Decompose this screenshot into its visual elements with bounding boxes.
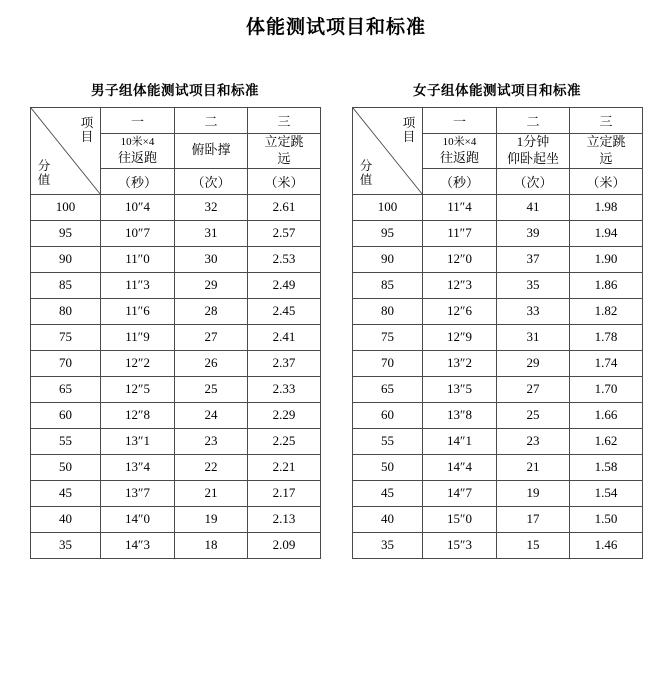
row-value-1: 12″8: [101, 402, 175, 428]
row-value-2: 29: [175, 272, 248, 298]
row-value-1: 12″0: [423, 246, 497, 272]
corner-cell: [353, 108, 423, 195]
row-value-2: 37: [497, 246, 570, 272]
row-value-2: 39: [497, 220, 570, 246]
column-name-1-line1: 10米×4: [120, 136, 155, 149]
table-row: [353, 532, 643, 558]
row-value-2: 22: [175, 454, 248, 480]
row-value-1: 13″8: [423, 402, 497, 428]
table-row: [353, 376, 643, 402]
column-unit-1: （秒）: [101, 168, 175, 194]
table-row: [353, 272, 643, 298]
row-value-3: 1.78: [570, 324, 643, 350]
column-number-2: 二: [175, 108, 248, 134]
row-value-1: 11″3: [101, 272, 175, 298]
table-header-row-number: [353, 108, 643, 134]
row-score: 60: [31, 402, 101, 428]
column-unit-1: （秒）: [423, 168, 497, 194]
row-score: 35: [353, 532, 423, 558]
table-row: [353, 428, 643, 454]
row-value-2: 19: [497, 480, 570, 506]
column-number-1: 一: [423, 108, 497, 134]
row-value-3: 2.33: [248, 376, 321, 402]
column-name-2: [175, 134, 248, 169]
row-value-2: 31: [175, 220, 248, 246]
row-value-1: 11″4: [423, 194, 497, 220]
row-value-3: 1.58: [570, 454, 643, 480]
corner-cell: [31, 108, 101, 195]
row-score: 45: [353, 480, 423, 506]
row-value-2: 19: [175, 506, 248, 532]
table-row: [31, 272, 321, 298]
row-value-2: 29: [497, 350, 570, 376]
row-score: 90: [353, 246, 423, 272]
row-score: 50: [353, 454, 423, 480]
table-row: [353, 402, 643, 428]
table-row: [353, 298, 643, 324]
table-row: [353, 350, 643, 376]
row-value-3: 2.61: [248, 194, 321, 220]
row-value-1: 10″7: [101, 220, 175, 246]
row-value-2: 23: [497, 428, 570, 454]
row-score: 65: [353, 376, 423, 402]
row-value-3: 2.41: [248, 324, 321, 350]
row-value-1: 11″9: [101, 324, 175, 350]
row-value-1: 11″6: [101, 298, 175, 324]
row-value-3: 1.70: [570, 376, 643, 402]
row-value-1: 13″1: [101, 428, 175, 454]
row-value-3: 1.82: [570, 298, 643, 324]
row-value-1: 10″4: [101, 194, 175, 220]
row-value-3: 2.09: [248, 532, 321, 558]
row-value-3: 2.25: [248, 428, 321, 454]
row-value-2: 27: [175, 324, 248, 350]
male-table-caption: 男子组体能测试项目和标准: [91, 83, 259, 98]
table-row: [31, 506, 321, 532]
page-title: 体能测试项目和标准: [245, 17, 426, 38]
row-value-1: 14″0: [101, 506, 175, 532]
table-row: [353, 506, 643, 532]
row-value-1: 12″2: [101, 350, 175, 376]
column-name-3-line2: 远: [277, 150, 291, 166]
row-score: 45: [31, 480, 101, 506]
table-header-row-number: [31, 108, 321, 134]
row-value-1: 11″0: [101, 246, 175, 272]
row-value-2: 23: [175, 428, 248, 454]
male-table-block: [30, 79, 320, 559]
table-row: [31, 220, 321, 246]
corner-score-label: 分值: [359, 159, 373, 188]
row-value-2: 35: [497, 272, 570, 298]
row-score: 55: [353, 428, 423, 454]
row-score: 40: [31, 506, 101, 532]
female-table-block: [352, 79, 642, 559]
row-score: 95: [353, 220, 423, 246]
row-score: 70: [353, 350, 423, 376]
corner-item-label: 项目: [80, 116, 94, 145]
table-row: [353, 480, 643, 506]
row-value-3: 2.13: [248, 506, 321, 532]
row-value-2: 32: [175, 194, 248, 220]
male-standards-table: [30, 107, 321, 559]
table-row: [31, 402, 321, 428]
row-value-2: 25: [175, 376, 248, 402]
row-score: 75: [353, 324, 423, 350]
row-value-1: 15″3: [423, 532, 497, 558]
row-value-3: 1.54: [570, 480, 643, 506]
row-value-3: 2.37: [248, 350, 321, 376]
row-score: 75: [31, 324, 101, 350]
row-value-1: 13″5: [423, 376, 497, 402]
table-row: [31, 350, 321, 376]
row-value-3: 1.98: [570, 194, 643, 220]
row-value-3: 2.17: [248, 480, 321, 506]
row-score: 85: [353, 272, 423, 298]
column-number-3: 三: [570, 108, 643, 134]
column-unit-2: （次）: [497, 168, 570, 194]
table-row: [31, 480, 321, 506]
column-name-2: [497, 134, 570, 169]
column-name-1: [101, 134, 175, 169]
row-value-1: 14″3: [101, 532, 175, 558]
column-number-3: 三: [248, 108, 321, 134]
column-name-3: [570, 134, 643, 169]
row-value-3: 2.49: [248, 272, 321, 298]
table-row: [31, 454, 321, 480]
row-score: 100: [31, 194, 101, 220]
row-value-1: 13″7: [101, 480, 175, 506]
row-score: 40: [353, 506, 423, 532]
row-value-3: 1.94: [570, 220, 643, 246]
corner-score-label: 分值: [37, 159, 51, 188]
row-score: 80: [31, 298, 101, 324]
column-name-1-line2: 往返跑: [439, 149, 479, 165]
column-name-2-line1: 1分钟: [516, 134, 550, 149]
row-value-3: 1.74: [570, 350, 643, 376]
row-value-3: 1.66: [570, 402, 643, 428]
table-row: [31, 246, 321, 272]
row-score: 80: [353, 298, 423, 324]
corner-item-label: 项目: [402, 116, 416, 145]
column-name-1-line1: 10米×4: [442, 136, 477, 149]
column-number-1: 一: [101, 108, 175, 134]
table-row: [353, 220, 643, 246]
table-row: [353, 246, 643, 272]
row-value-2: 26: [175, 350, 248, 376]
column-name-3-line1: 立定跳: [264, 134, 304, 149]
row-score: 85: [31, 272, 101, 298]
row-value-3: 2.57: [248, 220, 321, 246]
row-value-1: 11″7: [423, 220, 497, 246]
column-unit-2: （次）: [175, 168, 248, 194]
row-value-2: 17: [497, 506, 570, 532]
column-name-2-line1: 俯卧撑: [191, 142, 231, 158]
row-score: 95: [31, 220, 101, 246]
row-value-2: 30: [175, 246, 248, 272]
table-row: [31, 428, 321, 454]
row-value-2: 21: [497, 454, 570, 480]
column-name-3-line1: 立定跳: [586, 134, 626, 149]
row-value-3: 1.62: [570, 428, 643, 454]
document-page: [0, 12, 672, 684]
row-value-2: 31: [497, 324, 570, 350]
row-value-1: 12″3: [423, 272, 497, 298]
row-value-1: 12″9: [423, 324, 497, 350]
column-name-2-line2: 仰卧起坐: [506, 150, 559, 166]
row-value-3: 2.53: [248, 246, 321, 272]
row-value-3: 1.86: [570, 272, 643, 298]
column-name-1: [423, 134, 497, 169]
table-row: [31, 532, 321, 558]
row-value-1: 15″0: [423, 506, 497, 532]
row-value-3: 2.29: [248, 402, 321, 428]
row-value-1: 12″6: [423, 298, 497, 324]
row-score: 50: [31, 454, 101, 480]
row-score: 90: [31, 246, 101, 272]
row-value-3: 2.45: [248, 298, 321, 324]
row-value-2: 25: [497, 402, 570, 428]
row-value-2: 18: [175, 532, 248, 558]
row-value-3: 1.50: [570, 506, 643, 532]
row-score: 100: [353, 194, 423, 220]
tables-container: [0, 79, 672, 559]
row-score: 70: [31, 350, 101, 376]
table-row: [353, 324, 643, 350]
column-number-2: 二: [497, 108, 570, 134]
row-score: 65: [31, 376, 101, 402]
row-value-1: 14″4: [423, 454, 497, 480]
table-row: [353, 194, 643, 220]
column-unit-3: （米）: [570, 168, 643, 194]
column-name-3: [248, 134, 321, 169]
row-value-1: 13″2: [423, 350, 497, 376]
row-value-3: 1.46: [570, 532, 643, 558]
row-value-3: 1.90: [570, 246, 643, 272]
row-value-1: 14″1: [423, 428, 497, 454]
row-value-2: 28: [175, 298, 248, 324]
column-unit-3: （米）: [248, 168, 321, 194]
row-score: 35: [31, 532, 101, 558]
table-row: [31, 376, 321, 402]
table-row: [31, 298, 321, 324]
row-value-3: 2.21: [248, 454, 321, 480]
row-value-1: 14″7: [423, 480, 497, 506]
table-row: [31, 194, 321, 220]
row-value-2: 41: [497, 194, 570, 220]
row-value-2: 33: [497, 298, 570, 324]
female-standards-table: [352, 107, 643, 559]
column-name-3-line2: 远: [599, 150, 613, 166]
row-score: 55: [31, 428, 101, 454]
row-value-2: 24: [175, 402, 248, 428]
row-value-2: 21: [175, 480, 248, 506]
row-value-2: 15: [497, 532, 570, 558]
column-name-1-line2: 往返跑: [117, 149, 157, 165]
row-value-1: 13″4: [101, 454, 175, 480]
row-value-2: 27: [497, 376, 570, 402]
table-row: [353, 454, 643, 480]
female-table-caption: 女子组体能测试项目和标准: [413, 83, 581, 98]
row-value-1: 12″5: [101, 376, 175, 402]
table-row: [31, 324, 321, 350]
row-score: 60: [353, 402, 423, 428]
